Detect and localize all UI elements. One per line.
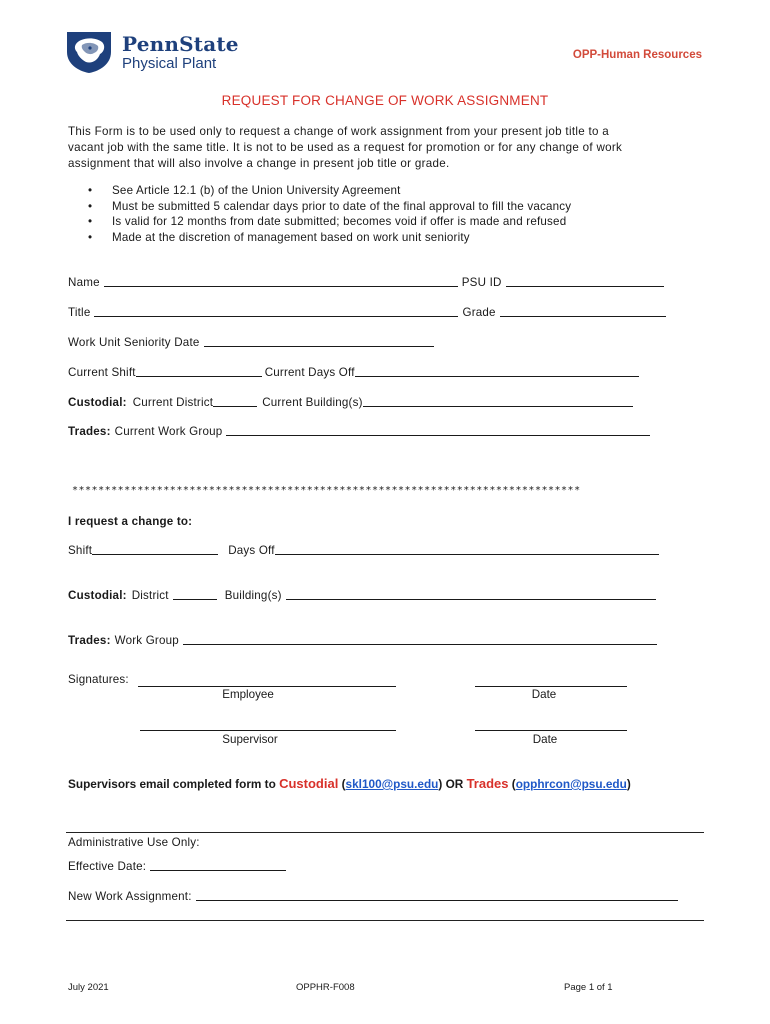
title-label: Title xyxy=(68,306,91,319)
current-work-group-label: Current Work Group xyxy=(114,425,223,438)
trades-label: Trades: xyxy=(68,425,111,438)
date-caption: Date xyxy=(531,688,557,701)
form-title: REQUEST FOR CHANGE OF WORK ASSIGNMENT xyxy=(221,93,549,108)
signatures-label: Signatures: xyxy=(68,673,129,686)
admin-bottom-rule xyxy=(66,920,704,921)
days-off-label: Days Off xyxy=(228,544,275,557)
list-item: • See Article 12.1 (b) of the Union University Agreement xyxy=(88,183,571,199)
logo-subtitle: Physical Plant xyxy=(122,54,217,72)
logo-name: PennState xyxy=(122,31,239,56)
new-assignment-label: New Work Assignment: xyxy=(68,890,192,903)
date-caption: Date xyxy=(532,733,558,746)
grade-label: Grade xyxy=(462,306,496,319)
footer-page: Page 1 of 1 xyxy=(564,982,613,993)
work-group-label: Work Group xyxy=(114,634,179,647)
current-days-off-field[interactable] xyxy=(355,375,639,377)
seniority-date-field[interactable] xyxy=(204,345,434,347)
name-row xyxy=(68,276,664,289)
current-days-off-label: Current Days Off xyxy=(264,366,355,379)
seniority-row xyxy=(68,336,434,349)
email-instructions: Supervisors email completed form to Custodial (skl100@psu.edu) OR Trades (opphrcon@psu.edu) xyxy=(68,776,631,791)
intro-line: assignment that will also involve a change in present job title or grade. xyxy=(68,157,450,170)
new-assignment-row xyxy=(68,890,678,903)
psu-id-label: PSU ID xyxy=(461,276,502,289)
seniority-label: Work Unit Seniority Date xyxy=(68,336,200,349)
request-heading: I request a change to: xyxy=(68,515,193,528)
custodial-email-link[interactable]: skl100@psu.edu xyxy=(345,777,439,791)
days-off-field[interactable] xyxy=(275,553,659,555)
pennstate-logo xyxy=(64,30,254,74)
building-field[interactable] xyxy=(286,598,656,600)
signatures-row xyxy=(68,673,129,686)
intro-paragraph xyxy=(68,124,708,172)
supervisor-date-line[interactable] xyxy=(475,730,627,731)
employee-caption: Employee xyxy=(222,688,274,701)
custodial-label: Custodial: xyxy=(68,589,127,602)
request-trades-row xyxy=(68,634,657,647)
admin-top-rule xyxy=(66,832,704,833)
trades-email-link[interactable]: opphrcon@psu.edu xyxy=(515,777,627,791)
request-custodial-row xyxy=(68,589,656,602)
list-item: • Made at the discretion of management based on work unit seniority xyxy=(88,230,571,246)
building-label: Building(s) xyxy=(224,589,282,602)
supervisor-signature-line[interactable] xyxy=(140,730,396,731)
intro-line: This Form is to be used only to request a change of work assignment from your present job title to a xyxy=(68,125,610,138)
nittany-lion-shield-icon xyxy=(64,30,114,74)
current-shift-row xyxy=(68,366,639,379)
current-trades-row xyxy=(68,425,650,438)
psu-id-field[interactable] xyxy=(506,285,664,287)
intro-line: vacant job with the same title. It is not to be used as a request for promotion or for any change of work xyxy=(68,141,623,154)
new-assignment-field[interactable] xyxy=(196,899,678,901)
name-field[interactable] xyxy=(104,285,458,287)
or-text: OR xyxy=(445,777,464,791)
district-field[interactable] xyxy=(173,598,217,600)
separator: ****************************************************************************** xyxy=(72,485,581,496)
district-label: District xyxy=(131,589,169,602)
admin-heading: Administrative Use Only: xyxy=(68,836,200,849)
current-district-label: Current District xyxy=(132,396,214,409)
custodial-label: Custodial: xyxy=(68,396,127,409)
list-item: • Must be submitted 5 calendar days prior to date of the final approval to fill the vacancy xyxy=(88,199,571,215)
title-field[interactable] xyxy=(94,315,458,317)
list-item: • Is valid for 12 months from date submitted; becomes void if offer is made and refused xyxy=(88,214,571,230)
supervisor-caption: Supervisor xyxy=(222,733,278,746)
name-label: Name xyxy=(68,276,100,289)
department-label: OPP-Human Resources xyxy=(572,49,702,61)
current-shift-field[interactable] xyxy=(136,375,262,377)
employee-signature-line[interactable] xyxy=(138,686,396,687)
current-building-label: Current Building(s) xyxy=(262,396,363,409)
grade-field[interactable] xyxy=(500,315,666,317)
conditions-list xyxy=(88,183,571,246)
effective-date-label: Effective Date: xyxy=(68,860,147,873)
request-shift-row xyxy=(68,544,659,557)
shift-field[interactable] xyxy=(92,553,218,555)
current-building-field[interactable] xyxy=(363,405,633,407)
effective-date-row xyxy=(68,860,286,873)
email-prefix: Supervisors email completed form to xyxy=(68,777,276,791)
footer-date: July 2021 xyxy=(68,982,109,993)
custodial-highlight: Custodial xyxy=(279,776,339,791)
trades-highlight: Trades xyxy=(466,776,509,791)
work-group-field[interactable] xyxy=(183,643,657,645)
current-district-field[interactable] xyxy=(213,405,257,407)
current-shift-label: Current Shift xyxy=(68,366,136,379)
employee-date-line[interactable] xyxy=(475,686,627,687)
footer-form-id: OPPHR-F008 xyxy=(296,982,355,993)
trades-label: Trades: xyxy=(68,634,111,647)
shift-label: Shift xyxy=(68,544,93,557)
current-custodial-row xyxy=(68,396,633,409)
effective-date-field[interactable] xyxy=(150,869,286,871)
current-work-group-field[interactable] xyxy=(226,434,650,436)
title-row xyxy=(68,306,666,319)
